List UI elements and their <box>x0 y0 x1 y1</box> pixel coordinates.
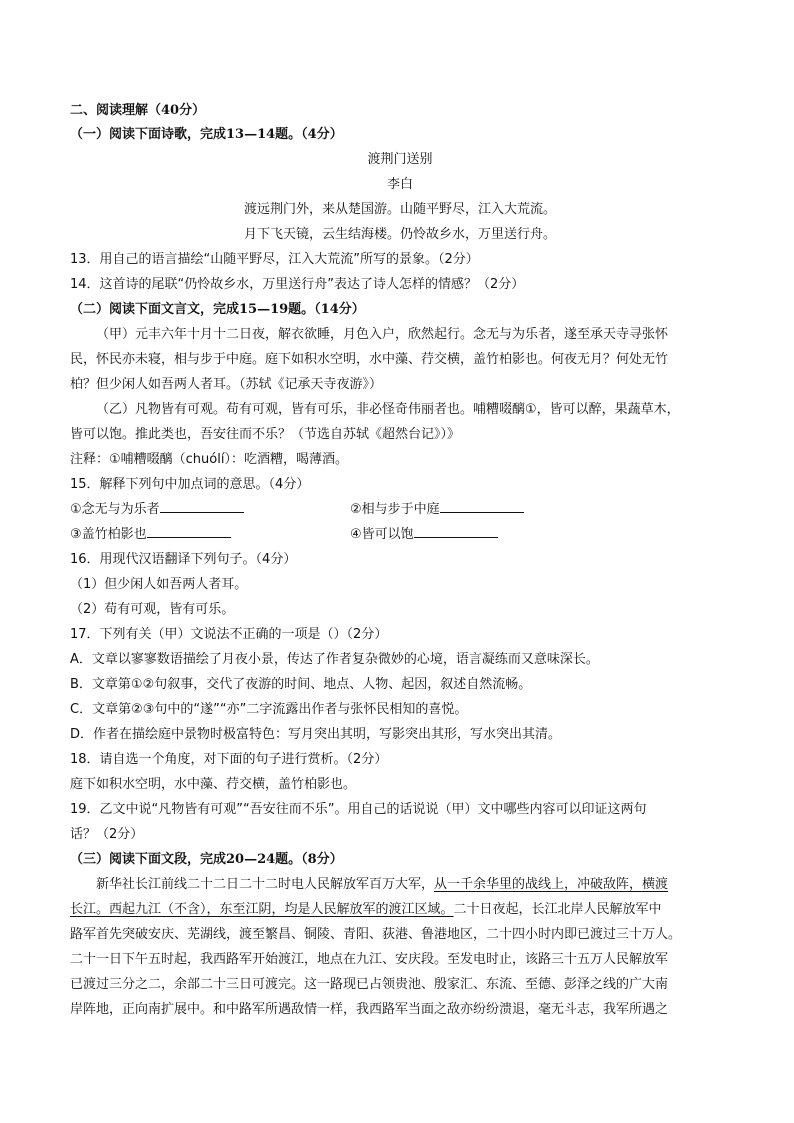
question-19-cont: 话？（2分） <box>70 827 144 842</box>
question-13: 13．用自己的语言描绘“山随平野尽，江入大荒流”所写的景象。（2分） <box>70 252 479 267</box>
answer-blank[interactable] <box>147 523 231 538</box>
news-line: 岸阵地，正向南扩展中。和中路军所遇敌情一样，我西路军当面之敌亦纷纷溃退，毫无斗志，我军所遇之 <box>70 1002 669 1017</box>
q15-item-d: ④皆可以饱 <box>350 527 414 542</box>
question-15-row <box>70 522 730 547</box>
q15-item-b: ②相与步于中庭 <box>350 502 440 517</box>
news-line: 二十一日下午五时起，我西路军开始渡江，地点在九江、安庆段。至发电时止，该路三十五万人民解放军 <box>70 952 669 967</box>
passage-jia-line: 民，怀民亦未寝，相与步于中庭。庭下如积水空明，水中藻、荇交横，盖竹柏影也。何夜无月？何处无竹 <box>70 352 669 367</box>
news-underlined: 长江。西起九江（不含），东至江阴，均是人民解放军的渡江区域。 <box>70 902 454 917</box>
part3-heading: （三）阅读下面文段，完成20—24题。（8分） <box>70 852 343 867</box>
poem-line: 月下飞天镜，云生结海楼。仍怜故乡水，万里送行舟。 <box>243 227 556 242</box>
news-line: 已渡过三分之二，余部二十三日可渡完。这一路现已占领贵池、殷家汇、东流、至德、彭泽之线的广大南 <box>70 977 669 992</box>
question-15: 15．解释下列句中加点词的意思。（4分） <box>70 477 310 492</box>
annotation-note: 注释：①哺糟啜醨（chuólí）：吃酒糟，喝薄酒。 <box>70 452 348 467</box>
passage-yi-line: （乙）凡物皆有可观。苟有可观，皆有可乐，非必怪奇伟丽者也。哺糟啜醨①，皆可以醉，果蔬草木， <box>96 402 680 417</box>
q15-item-a: ①念无与为乐者 <box>70 502 160 517</box>
question-14: 14．这首诗的尾联“仍怜故乡水，万里送行舟”表达了诗人怎样的情感？（2分） <box>70 277 525 292</box>
part2-heading: （二）阅读下面文言文，完成15—19题。（14分） <box>70 302 365 317</box>
question-19: 19．乙文中说“凡物皆有可观”“吾安往而不乐”。用自己的话说说（甲）文中哪些内容可以印证这两句 <box>70 802 647 817</box>
news-line: 路军首先突破安庆、芜湖线，渡至繁昌、铜陵、青阳、荻港、鲁港地区，二十四小时内即已渡过三十万人。 <box>70 927 682 942</box>
option-d: D．作者在描绘庭中景物时极富特色：写月突出其明，写影突出其形，写水突出其清。 <box>70 727 562 742</box>
question-17: 17．下列有关（甲）文说法不正确的一项是（）（2分） <box>70 627 388 642</box>
passage-jia-line: 柏？但少闲人如吾两人者耳。（苏轼《记承天寺夜游》） <box>70 377 383 392</box>
option-b: B．文章第①②句叙事，交代了夜游的时间、地点、人物、起因，叙述自然流畅。 <box>70 677 532 692</box>
answer-blank[interactable] <box>414 523 498 538</box>
part1-heading: （一）阅读下面诗歌，完成13—14题。（4分） <box>70 127 343 142</box>
question-16: 16．用现代汉语翻译下列句子。（4分） <box>70 552 297 567</box>
poem-author: 李白 <box>386 177 413 192</box>
poem-line: 渡远荆门外，来从楚国游。山随平野尽，江入大荒流。 <box>243 202 556 217</box>
question-18-sentence: 庭下如积水空明，水中藻、荇交横，盖竹柏影也。 <box>70 777 357 792</box>
q15-item-c: ③盖竹柏影也 <box>70 527 147 542</box>
question-18: 18．请自选一个角度，对下面的句子进行赏析。（2分） <box>70 752 388 767</box>
passage-yi-line: 皆可以饱。推此类也，吾安往而不乐？（节选自苏轼《超然台记》）》 <box>70 427 461 442</box>
news-text: 新华社长江前线二十二日二十二时电人民解放军百万大军， <box>96 877 435 892</box>
question-16-item: （1）但少闲人如吾两人者耳。 <box>70 577 248 592</box>
answer-blank[interactable] <box>160 498 244 513</box>
question-15-row <box>70 497 730 522</box>
news-line <box>70 897 730 922</box>
question-16-item: （2）苟有可观，皆有可乐。 <box>70 602 235 617</box>
option-a: A．文章以寥寥数语描绘了月夜小景，传达了作者复杂微妙的心境，语言凝练而又意味深长。 <box>70 652 599 667</box>
option-c: C．文章第②③句中的“遂”“亦”二字流露出作者与张怀民相知的喜悦。 <box>70 702 468 717</box>
section-title: 二、阅读理解（40分） <box>70 103 206 118</box>
poem-title: 渡荆门送别 <box>367 152 433 167</box>
news-line <box>96 872 730 897</box>
answer-blank[interactable] <box>440 498 524 513</box>
passage-jia-line: （甲）元丰六年十月十二日夜，解衣欲睡，月色入户，欣然起行。念无与为乐者，遂至承天寺寻张怀 <box>96 327 669 342</box>
news-underlined: 从一千余华里的战线上，冲破敌阵，横渡 <box>434 877 669 892</box>
news-text: 二十日夜起，长江北岸人民解放军中 <box>453 902 662 917</box>
